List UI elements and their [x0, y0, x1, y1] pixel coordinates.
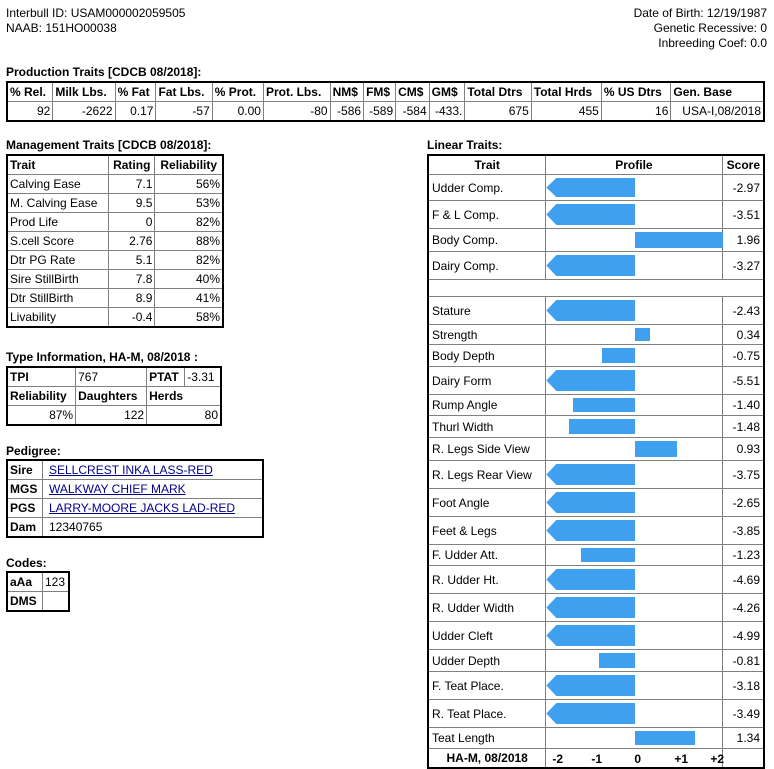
codes-row [7, 592, 69, 612]
linear-bar [556, 703, 635, 724]
linear-row [428, 438, 764, 461]
mgmt-rating: 2.76 [109, 232, 155, 251]
pedigree-table [6, 459, 264, 538]
linear-score: -5.51 [722, 367, 764, 395]
mgmt-trait: Calving Ease [7, 175, 109, 194]
overflow-arrow-icon [546, 625, 556, 646]
axis-tick-label: +1 [674, 752, 689, 766]
linear-bar [556, 569, 635, 590]
linear-bar [556, 178, 635, 197]
mgmt-rating: -0.4 [109, 308, 155, 328]
overflow-arrow-icon [546, 675, 556, 696]
linear-row [428, 367, 764, 395]
linear-bar [581, 548, 636, 562]
linear-row [428, 416, 764, 438]
mgmt-reliability: 82% [155, 251, 223, 270]
production-header: Fat Lbs. [156, 82, 212, 102]
linear-trait: R. Udder Ht. [428, 566, 546, 594]
linear-profile-cell [546, 461, 722, 489]
linear-score: -3.51 [722, 201, 764, 229]
linear-profile-cell [546, 566, 722, 594]
linear-bar [635, 441, 676, 457]
date-of-birth: Date of Birth: 12/19/1987 [633, 6, 767, 20]
linear-profile-cell [546, 345, 722, 367]
code-value [43, 592, 70, 612]
overflow-arrow-icon [546, 520, 556, 541]
production-header: % Prot. [212, 82, 263, 102]
ptat-label: PTAT [147, 367, 185, 387]
linear-score: -3.18 [722, 672, 764, 700]
tpi-label: TPI [7, 367, 76, 387]
linear-trait: R. Legs Rear View [428, 461, 546, 489]
linear-row [428, 201, 764, 229]
production-title: Production Traits [CDCB 08/2018]: [6, 65, 202, 79]
linear-row [428, 728, 764, 749]
linear-profile-cell [546, 622, 722, 650]
linear-trait: Udder Comp. [428, 175, 546, 201]
linear-profile-cell [546, 672, 722, 700]
linear-header-profile: Profile [546, 155, 722, 175]
code-label: aAa [7, 572, 43, 592]
linear-trait: Dairy Form [428, 367, 546, 395]
linear-bar [556, 597, 635, 618]
overflow-arrow-icon [546, 569, 556, 590]
code-value: 123 [43, 572, 70, 592]
linear-bar [602, 348, 635, 363]
mgmt-trait: M. Calving Ease [7, 194, 109, 213]
linear-bar [599, 653, 635, 668]
type-info-table [6, 366, 222, 426]
linear-header-score: Score [722, 155, 764, 175]
linear-bar [635, 232, 722, 248]
codes-table [6, 571, 70, 612]
linear-trait: Stature [428, 297, 546, 325]
linear-row [428, 517, 764, 545]
mgmt-rating: 7.1 [109, 175, 155, 194]
production-value: 92 [7, 102, 53, 122]
linear-profile-cell [546, 594, 722, 622]
pedigree-link[interactable]: LARRY-MOORE JACKS LAD-RED [49, 501, 236, 515]
linear-profile-cell [546, 395, 722, 416]
mgmt-rating: 8.9 [109, 289, 155, 308]
production-value: -80 [263, 102, 330, 122]
linear-footer-row [428, 749, 764, 769]
genetic-recessive: Genetic Recessive: 0 [653, 21, 767, 35]
production-header: Prot. Lbs. [263, 82, 330, 102]
linear-row [428, 395, 764, 416]
tpi-value: 767 [76, 367, 147, 387]
linear-row [428, 229, 764, 252]
management-row [7, 194, 223, 213]
linear-row [428, 594, 764, 622]
linear-row [428, 566, 764, 594]
linear-profile-cell [546, 650, 722, 672]
linear-profile-cell [546, 700, 722, 728]
linear-profile-cell [546, 297, 722, 325]
naab-code: NAAB: 151HO00038 [6, 21, 117, 35]
linear-score: -4.26 [722, 594, 764, 622]
production-value: -2622 [53, 102, 115, 122]
pedigree-label: MGS [7, 480, 43, 499]
production-header: Gen. Base [671, 82, 764, 102]
linear-traits-table [427, 154, 765, 769]
production-value: USA-I,08/2018 [671, 102, 764, 122]
mgmt-rating: 5.1 [109, 251, 155, 270]
linear-bar [556, 492, 635, 513]
linear-trait: R. Teat Place. [428, 700, 546, 728]
mgmt-header-trait: Trait [7, 155, 109, 175]
linear-row [428, 700, 764, 728]
overflow-arrow-icon [546, 464, 556, 485]
mgmt-reliability: 82% [155, 213, 223, 232]
linear-profile-cell [546, 728, 722, 749]
pedigree-label: Dam [7, 518, 43, 538]
linear-spacer-row [428, 280, 764, 297]
linear-score: 1.34 [722, 728, 764, 749]
linear-bar [556, 675, 635, 696]
linear-profile-cell [546, 416, 722, 438]
linear-score: -3.49 [722, 700, 764, 728]
linear-trait: F. Udder Att. [428, 545, 546, 566]
daughters-value: 122 [76, 406, 147, 426]
production-header: Total Dtrs [465, 82, 531, 102]
linear-score: -2.65 [722, 489, 764, 517]
production-value: 0.17 [115, 102, 156, 122]
pedigree-value: 12340765 [49, 520, 103, 534]
mgmt-reliability: 88% [155, 232, 223, 251]
ptat-value: -3.31 [185, 367, 221, 387]
production-header: GM$ [429, 82, 465, 102]
production-value: -433. [429, 102, 465, 122]
linear-bar [556, 625, 635, 646]
pedigree-title: Pedigree: [6, 444, 61, 458]
linear-profile-cell [546, 517, 722, 545]
linear-score: -4.69 [722, 566, 764, 594]
linear-bar [573, 398, 635, 412]
overflow-arrow-icon [546, 255, 556, 276]
production-header: FM$ [364, 82, 396, 102]
overflow-arrow-icon [546, 597, 556, 618]
linear-profile-cell [546, 252, 722, 280]
pedigree-value-cell [43, 460, 264, 480]
linear-trait: Body Comp. [428, 229, 546, 252]
mgmt-reliability: 41% [155, 289, 223, 308]
linear-row [428, 545, 764, 566]
mgmt-header-reliability: Reliability [155, 155, 223, 175]
linear-trait: Udder Cleft [428, 622, 546, 650]
pedigree-label: PGS [7, 499, 43, 518]
management-row [7, 213, 223, 232]
linear-score: -1.23 [722, 545, 764, 566]
production-value: 0.00 [212, 102, 263, 122]
linear-trait: Rump Angle [428, 395, 546, 416]
linear-footer-label: HA-M, 08/2018 [428, 749, 546, 769]
linear-trait: F & L Comp. [428, 201, 546, 229]
linear-bar [556, 520, 635, 541]
linear-score: -2.97 [722, 175, 764, 201]
mgmt-trait: S.cell Score [7, 232, 109, 251]
axis-tick-label: -1 [591, 752, 603, 766]
inbreeding-coef: Inbreeding Coef: 0.0 [658, 36, 767, 50]
linear-row [428, 325, 764, 345]
production-header: CM$ [396, 82, 430, 102]
production-header: % Fat [115, 82, 156, 102]
mgmt-trait: Sire StillBirth [7, 270, 109, 289]
mgmt-trait: Prod Life [7, 213, 109, 232]
production-header: NM$ [330, 82, 364, 102]
linear-score: -3.85 [722, 517, 764, 545]
pedigree-link[interactable]: WALKWAY CHIEF MARK [49, 482, 186, 496]
mgmt-reliability: 56% [155, 175, 223, 194]
linear-row [428, 461, 764, 489]
production-value: -586 [330, 102, 364, 122]
linear-profile-cell [546, 229, 722, 252]
linear-profile-cell [546, 325, 722, 345]
linear-profile-cell [546, 545, 722, 566]
reliability-label: Reliability [7, 387, 76, 406]
axis-tick-label: -2 [552, 752, 564, 766]
linear-bar [556, 464, 635, 485]
linear-profile-cell [546, 438, 722, 461]
linear-bar [556, 204, 635, 225]
production-value: 455 [531, 102, 601, 122]
linear-score: -1.40 [722, 395, 764, 416]
linear-score: -3.27 [722, 252, 764, 280]
axis-tick-label: 0 [634, 752, 642, 766]
pedigree-row [7, 518, 263, 538]
codes-title: Codes: [6, 556, 47, 570]
production-header: Milk Lbs. [53, 82, 115, 102]
linear-score: -0.81 [722, 650, 764, 672]
management-title: Management Traits [CDCB 08/2018]: [6, 138, 212, 152]
management-row [7, 232, 223, 251]
linear-profile-cell [546, 367, 722, 395]
linear-header-trait: Trait [428, 155, 546, 175]
type-info-title: Type Information, HA-M, 08/2018 : [6, 350, 198, 364]
pedigree-row [7, 499, 263, 518]
daughters-label: Daughters [76, 387, 147, 406]
management-row [7, 289, 223, 308]
linear-profile-cell [546, 175, 722, 201]
overflow-arrow-icon [546, 492, 556, 513]
management-row [7, 251, 223, 270]
linear-row [428, 622, 764, 650]
linear-score: 0.34 [722, 325, 764, 345]
production-table [6, 81, 765, 122]
management-table [6, 154, 224, 328]
linear-trait: R. Legs Side View [428, 438, 546, 461]
code-label: DMS [7, 592, 43, 612]
management-row [7, 308, 223, 328]
pedigree-link[interactable]: SELLCREST INKA LASS-RED [49, 463, 213, 477]
linear-row [428, 672, 764, 700]
overflow-arrow-icon [546, 204, 556, 225]
mgmt-reliability: 58% [155, 308, 223, 328]
linear-row [428, 252, 764, 280]
linear-axis [546, 749, 725, 769]
pedigree-row [7, 460, 263, 480]
linear-trait: Udder Depth [428, 650, 546, 672]
production-header: % US Dtrs [601, 82, 671, 102]
linear-row [428, 650, 764, 672]
mgmt-rating: 0 [109, 213, 155, 232]
overflow-arrow-icon [546, 370, 556, 391]
production-value: -589 [364, 102, 396, 122]
linear-title: Linear Traits: [427, 138, 503, 152]
reliability-value: 87% [7, 406, 76, 426]
linear-row [428, 489, 764, 517]
linear-score: -4.99 [722, 622, 764, 650]
mgmt-trait: Dtr PG Rate [7, 251, 109, 270]
overflow-arrow-icon [546, 300, 556, 321]
axis-tick-label: +2 [710, 752, 725, 766]
linear-score: -2.43 [722, 297, 764, 325]
mgmt-rating: 7.8 [109, 270, 155, 289]
pedigree-value-cell [43, 518, 264, 538]
linear-trait: Teat Length [428, 728, 546, 749]
mgmt-trait: Livability [7, 308, 109, 328]
linear-bar [556, 255, 635, 276]
linear-row [428, 175, 764, 201]
mgmt-header-rating: Rating [109, 155, 155, 175]
linear-trait: Foot Angle [428, 489, 546, 517]
production-value: -57 [156, 102, 212, 122]
mgmt-trait: Dtr StillBirth [7, 289, 109, 308]
linear-trait: Dairy Comp. [428, 252, 546, 280]
linear-trait: R. Udder Width [428, 594, 546, 622]
linear-bar [556, 300, 635, 321]
linear-score: -1.48 [722, 416, 764, 438]
management-row [7, 270, 223, 289]
production-value: -584 [396, 102, 430, 122]
linear-trait: Thurl Width [428, 416, 546, 438]
interbull-id: Interbull ID: USAM000002059505 [6, 6, 186, 20]
linear-score: -3.75 [722, 461, 764, 489]
mgmt-rating: 9.5 [109, 194, 155, 213]
linear-bar [635, 328, 650, 341]
overflow-arrow-icon [546, 178, 556, 197]
linear-trait: Strength [428, 325, 546, 345]
linear-row [428, 345, 764, 367]
linear-trait: Body Depth [428, 345, 546, 367]
linear-bar [569, 419, 635, 434]
pedigree-value-cell [43, 499, 264, 518]
linear-score: -0.75 [722, 345, 764, 367]
linear-row [428, 297, 764, 325]
pedigree-label: Sire [7, 460, 43, 480]
mgmt-reliability: 53% [155, 194, 223, 213]
herds-value: 80 [147, 406, 221, 426]
linear-profile-cell [546, 201, 722, 229]
codes-row [7, 572, 69, 592]
linear-profile-cell [546, 489, 722, 517]
production-value: 16 [601, 102, 671, 122]
herds-label: Herds [147, 387, 221, 406]
management-row [7, 175, 223, 194]
linear-footer-empty [722, 749, 764, 769]
pedigree-row [7, 480, 263, 499]
linear-trait: Feet & Legs [428, 517, 546, 545]
mgmt-reliability: 40% [155, 270, 223, 289]
linear-score: 1.96 [722, 229, 764, 252]
linear-spacer [428, 280, 764, 297]
overflow-arrow-icon [546, 703, 556, 724]
linear-score: 0.93 [722, 438, 764, 461]
linear-trait: F. Teat Place. [428, 672, 546, 700]
production-header: % Rel. [7, 82, 53, 102]
production-value: 675 [465, 102, 531, 122]
pedigree-value-cell [43, 480, 264, 499]
linear-bar [556, 370, 635, 391]
production-header: Total Hrds [531, 82, 601, 102]
linear-bar [635, 731, 695, 745]
